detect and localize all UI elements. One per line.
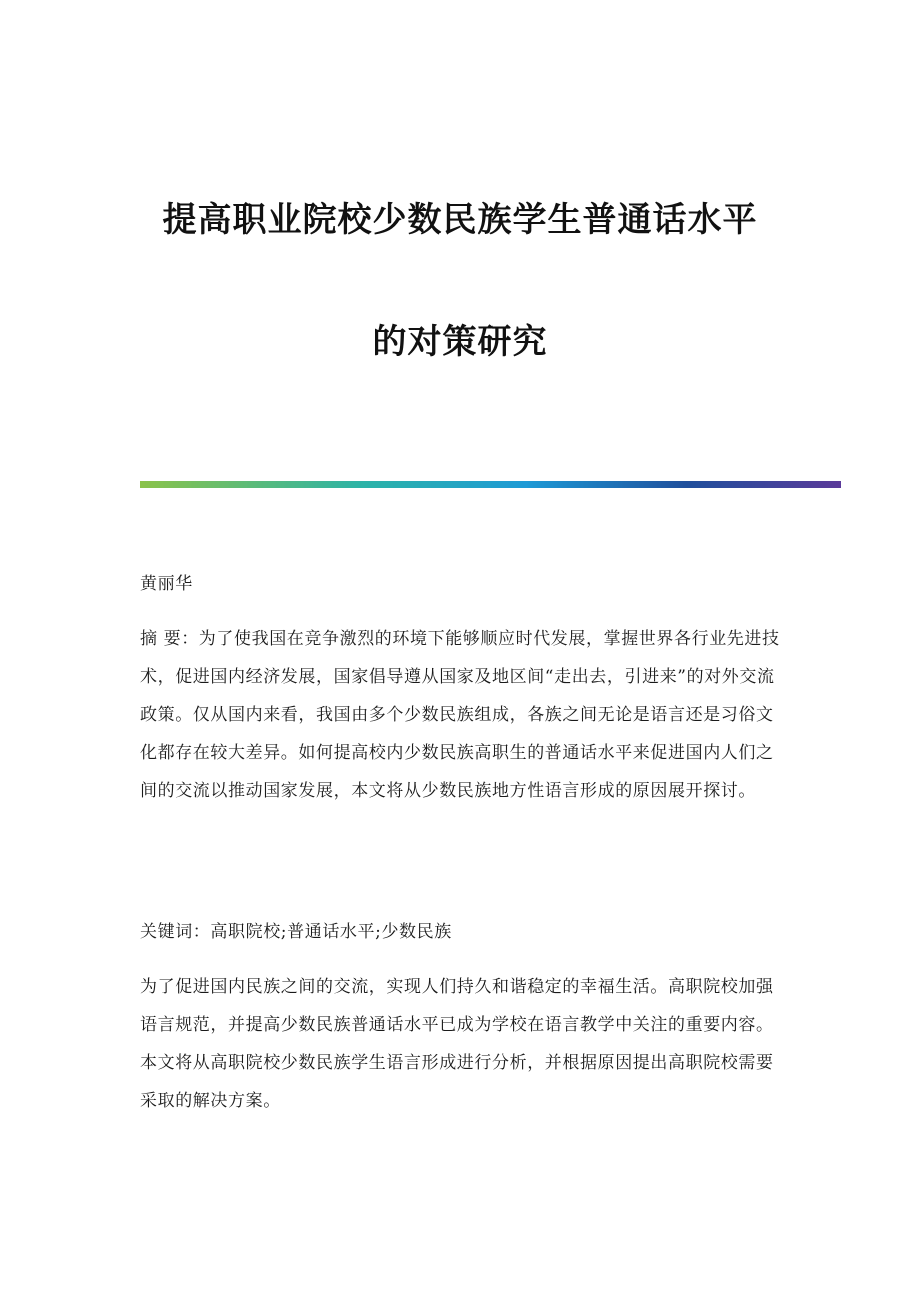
keywords-line: 关键词：高职院校;普通话水平;少数民族 — [140, 922, 452, 942]
abstract-paragraph: 摘 要：为了使我国在竞争激烈的环境下能够顺应时代发展，掌握世界各行业先进技术，促进国内经济发展，国家倡导遵从国家及地区间“走出去，引进来”的对外交流政策。仅从国内来看，我国由多个少数民族组成，各族之间无论是语言还是习俗文化都存在较大差异。如何提高校内少数民族高职生的普通话水平来促进国内人们之间的交流以推动国家发展，本文将从少数民族地方性语言形成的原因展开探讨。 — [140, 629, 780, 801]
title-divider — [140, 481, 841, 488]
author-name: 黄丽华 — [140, 574, 193, 594]
document-title-line-2: 的对策研究 — [372, 322, 548, 362]
document-title-line-1: 提高职业院校少数民族学生普通话水平 — [162, 200, 758, 240]
body-paragraph: 为了促进国内民族之间的交流，实现人们持久和谐稳定的幸福生活。高职院校加强语言规范，并提高少数民族普通话水平已成为学校在语言教学中关注的重要内容。本文将从高职院校少数民族学生语言形成进行分析，并根据原因提出高职院校需要采取的解决方案。 — [140, 977, 774, 1111]
